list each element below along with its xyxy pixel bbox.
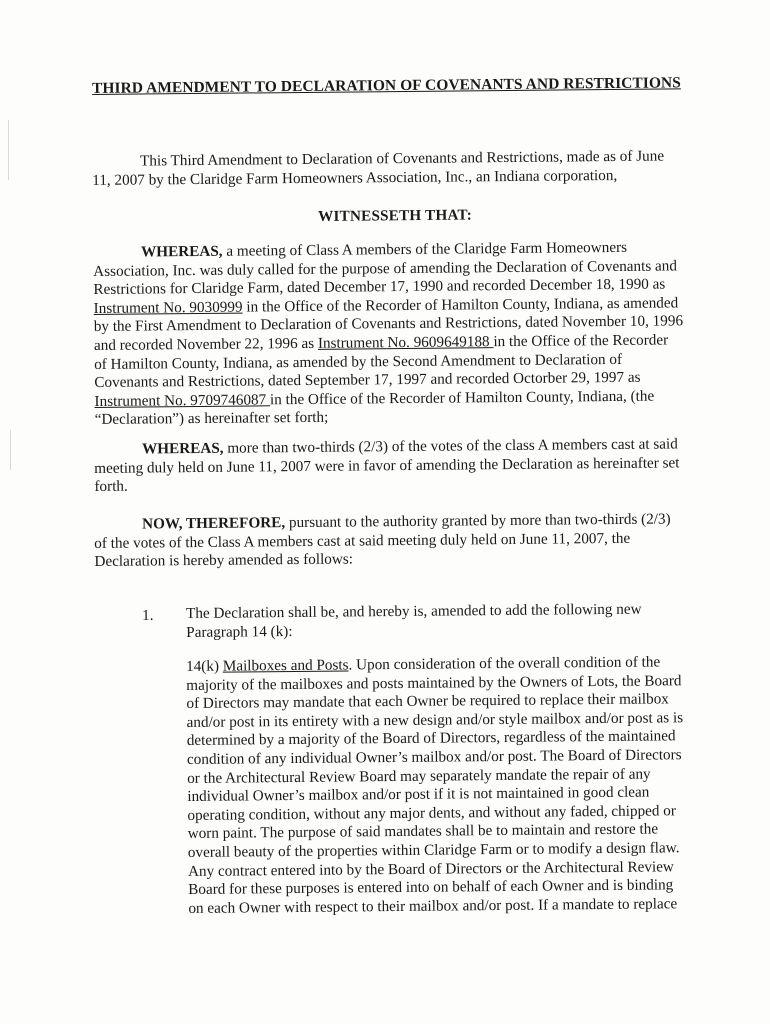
paragraph-14k-label: 14(k) [186, 657, 223, 675]
instrument-number-1: Instrument No. 9030999 [93, 298, 243, 317]
scan-margin-line [8, 120, 9, 180]
instrument-number-2: Instrument No. 9609649188 [317, 333, 494, 352]
whereas1-text-d: in the Office of the Recorder of Hamilton County, Indiana, (the “Declaration”) as hereinafter set forth; [94, 387, 655, 429]
witnesseth-heading: WITNESSETH THAT: [318, 206, 473, 225]
whereas-lead: WHEREAS, [141, 439, 224, 458]
paragraph-14k-text: . Upon consideration of the overall condition of the majority of the mailboxes and posts maintained by the Owners of Lots, the Board of Directors may mandate that each Owner be required to replace their mailbox and/or post in its entirety with a new design and/or style mailbox and/or post as is determined by a majority of the Board of Directors, regardless of the maintained condition of any individual Owner’s mailbox and/or post. The Board of Directors or the Architectural Review Board may separately mandate the repair of any individual Owner’s mailbox and/or post if it is not maintained in good clean operating condition, without any major dents, and without any faded, chipped or worn paint. The purpose of said mandates shall be to maintain and restore the overall beauty of the properties within Claridge Farm or to modify a design flaw. Any contract entered into by the Board of Directors or the Architectural Review Board for these purposes is entered into on behalf of each Owner and is binding on each Owner with respect to their mailbox and/or post. If a mandate to replace [186, 653, 684, 917]
now-therefore-lead: NOW, THEREFORE, [141, 514, 286, 533]
now-therefore-text: pursuant to the authority granted by more than two-thirds (2/3) of the votes of the Class A members cast at said meeting duly held on June 11, 2007, the Declaration is hereby amended as follows: [94, 510, 671, 571]
paragraph-14k [186, 653, 688, 918]
paragraph-14k-heading: Mailboxes and Posts [222, 656, 349, 675]
now-therefore-paragraph [94, 510, 685, 571]
item-1-text: The Declaration shall be, and hereby is, amended to add the following new Paragraph 14 (k): [186, 600, 642, 641]
whereas1-text-b: in the Office of the Recorder of Hamilton County, Indiana, as amended by the First Amendment to Declaration of Covenants and Restrictions, dated November 10, 1996 and recorded November 22, 1996 as [93, 294, 684, 354]
intro-paragraph: This Third Amendment to Declaration of Covenants and Restrictions, made as of June 11, 2007 by the Claridge Farm Homeowners Association, Inc., an Indiana corporation, [92, 147, 665, 189]
scan-margin-line [10, 430, 11, 470]
whereas2-text: more than two-thirds (2/3) of the votes of the class A members cast at said meeting duly held on June 11, 2007 were in favor of amending the Declaration as hereinafter set forth. [94, 435, 680, 496]
whereas1-text-a: a meeting of Class A members of the Claridge Farm Homeowners Association, Inc. was duly called for the purpose of amending the Declaration of Covenants and Restrictions for Claridge Farm, dated December 17, 1990 and recorded December 18, 1990 as [93, 238, 678, 299]
whereas-lead: WHEREAS, [140, 242, 223, 261]
document-title: THIRD AMENDMENT TO DECLARATION OF COVENANTS AND RESTRICTIONS [92, 74, 681, 97]
whereas-paragraph-1 [93, 238, 685, 430]
instrument-number-3: Instrument No. 9709746087 [94, 391, 271, 410]
whereas-paragraph-2 [94, 435, 685, 496]
item-number: 1. [142, 606, 154, 624]
whereas1-text-c: in the Office of the Recorder of Hamilton County, Indiana, as amended by the Second Amendment to Declaration of Covenants and Restrictions, dated September 17, 1997 and recorded Octorber 29, 1997 as [94, 331, 669, 392]
